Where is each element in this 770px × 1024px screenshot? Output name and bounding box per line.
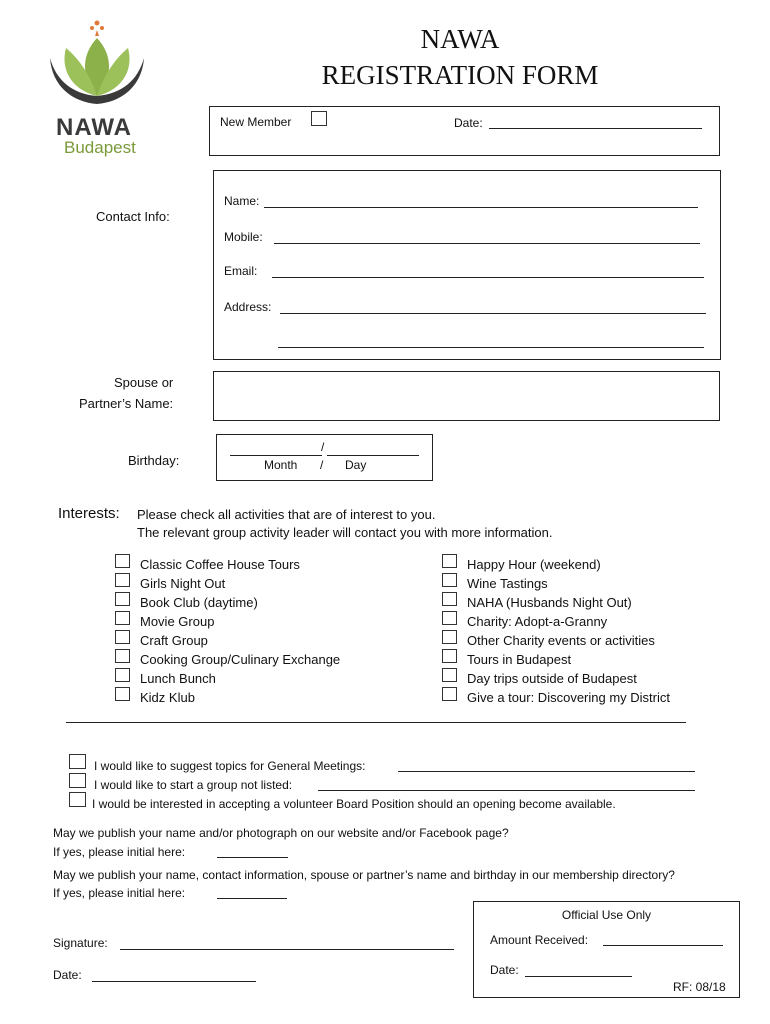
contact-section-label: Contact Info: [96, 209, 170, 224]
publish-initial-label-2: If yes, please initial here: [53, 886, 186, 900]
publish-initial-field-2[interactable] [217, 898, 287, 899]
spouse-name-field[interactable] [213, 371, 720, 421]
mobile-field[interactable] [274, 243, 700, 244]
birthday-slash: / [321, 440, 325, 454]
email-field[interactable] [272, 277, 704, 278]
name-label: Name: [224, 194, 260, 208]
address-label: Address: [224, 300, 272, 314]
interest-label: Lunch Bunch [140, 671, 216, 686]
interest-label: Happy Hour (weekend) [467, 557, 601, 572]
section-divider [66, 722, 686, 723]
interest-checkbox[interactable] [442, 630, 457, 644]
interest-checkbox[interactable] [442, 687, 457, 701]
publish-question-2: May we publish your name, contact information, spouse or partner’s name and birthday in our membership directory? [53, 868, 675, 882]
name-field[interactable] [264, 207, 698, 208]
logo-city: Budapest [64, 138, 136, 157]
member-box [209, 106, 720, 156]
interests-instruction-2: The relevant group activity leader will contact you with more information. [137, 525, 553, 540]
interest-checkbox[interactable] [115, 592, 130, 606]
publish-question-1: May we publish your name and/or photograph on our website and/or Facebook page? [53, 826, 509, 840]
amount-received-field[interactable] [603, 945, 723, 946]
amount-received-label: Amount Received: [490, 933, 589, 947]
publish-initial-label-1: If yes, please initial here: [53, 845, 186, 859]
birthday-box [216, 434, 433, 481]
address-field-line2[interactable] [278, 347, 704, 348]
suggest-topics-label: I would like to suggest topics for General Meetings: [94, 759, 366, 773]
volunteer-board-label: I would be interested in accepting a volunteer Board Position should an opening become available. [92, 797, 616, 811]
publish-initial-field-1[interactable] [217, 857, 288, 858]
interest-label: Girls Night Out [140, 576, 226, 591]
page-title-line2: REGISTRATION FORM [321, 60, 599, 90]
interests-instruction-1: Please check all activities that are of interest to you. [137, 507, 436, 522]
interest-checkbox[interactable] [442, 611, 457, 625]
interest-checkbox[interactable] [442, 573, 457, 587]
interest-checkbox[interactable] [442, 649, 457, 663]
interest-checkbox[interactable] [115, 554, 130, 568]
interest-label: Wine Tastings [467, 576, 548, 591]
interest-label: Other Charity events or activities [467, 633, 655, 648]
signature-date-field[interactable] [92, 981, 256, 982]
new-member-checkbox[interactable] [311, 111, 327, 126]
official-date-field[interactable] [525, 976, 632, 977]
birthday-sep: / [320, 458, 324, 472]
interest-label: Movie Group [140, 614, 215, 629]
email-label: Email: [224, 264, 258, 278]
interest-checkbox[interactable] [442, 668, 457, 682]
address-field-line1[interactable] [280, 313, 706, 314]
suggest-topics-field[interactable] [398, 771, 695, 772]
volunteer-board-checkbox[interactable] [69, 792, 86, 807]
interest-label: Kidz Klub [140, 690, 195, 705]
spouse-label-line1: Spouse or [114, 375, 174, 390]
official-use-title: Official Use Only [561, 908, 652, 922]
signature-date-label: Date: [53, 968, 82, 982]
interest-label: Day trips outside of Budapest [467, 671, 637, 686]
birthday-label: Birthday: [128, 453, 180, 468]
signature-label: Signature: [53, 936, 108, 950]
contact-box [213, 170, 721, 360]
interests-label: Interests: [58, 505, 120, 522]
member-date-field[interactable] [489, 128, 702, 129]
interest-label: Cooking Group/Culinary Exchange [140, 652, 341, 667]
interest-label: Classic Coffee House Tours [140, 557, 300, 572]
interest-checkbox[interactable] [442, 592, 457, 606]
form-reference: RF: 08/18 [673, 980, 726, 994]
interest-label: Book Club (daytime) [140, 595, 258, 610]
page-title-line1: NAWA [420, 24, 500, 54]
birthday-day-field[interactable] [327, 455, 419, 456]
member-date-label: Date: [454, 116, 483, 130]
logo-name: NAWA [56, 114, 132, 141]
interest-checkbox[interactable] [115, 649, 130, 663]
interest-checkbox[interactable] [442, 554, 457, 568]
interest-label: NAHA (Husbands Night Out) [467, 595, 632, 610]
interest-checkbox[interactable] [115, 611, 130, 625]
interest-label: Tours in Budapest [467, 652, 572, 667]
spouse-label-line2: Partner’s Name: [79, 396, 174, 411]
birthday-day-label: Day [345, 458, 367, 472]
birthday-month-field[interactable] [230, 455, 322, 456]
interest-checkbox[interactable] [115, 668, 130, 682]
new-member-label: New Member [220, 115, 292, 129]
interest-label: Give a tour: Discovering my District [467, 690, 670, 705]
mobile-label: Mobile: [224, 230, 263, 244]
interest-label: Craft Group [140, 633, 208, 648]
interest-label: Charity: Adopt-a-Granny [467, 614, 608, 629]
suggest-topics-checkbox[interactable] [69, 754, 86, 769]
lotus-icon [42, 14, 164, 114]
start-group-label: I would like to start a group not listed: [94, 778, 293, 792]
start-group-checkbox[interactable] [69, 773, 86, 788]
birthday-month-label: Month [264, 458, 298, 472]
interest-checkbox[interactable] [115, 630, 130, 644]
nawa-logo [42, 14, 164, 160]
official-date-label: Date: [490, 963, 519, 977]
signature-field[interactable] [120, 949, 454, 950]
interest-checkbox[interactable] [115, 573, 130, 587]
start-group-field[interactable] [318, 790, 695, 791]
interest-checkbox[interactable] [115, 687, 130, 701]
